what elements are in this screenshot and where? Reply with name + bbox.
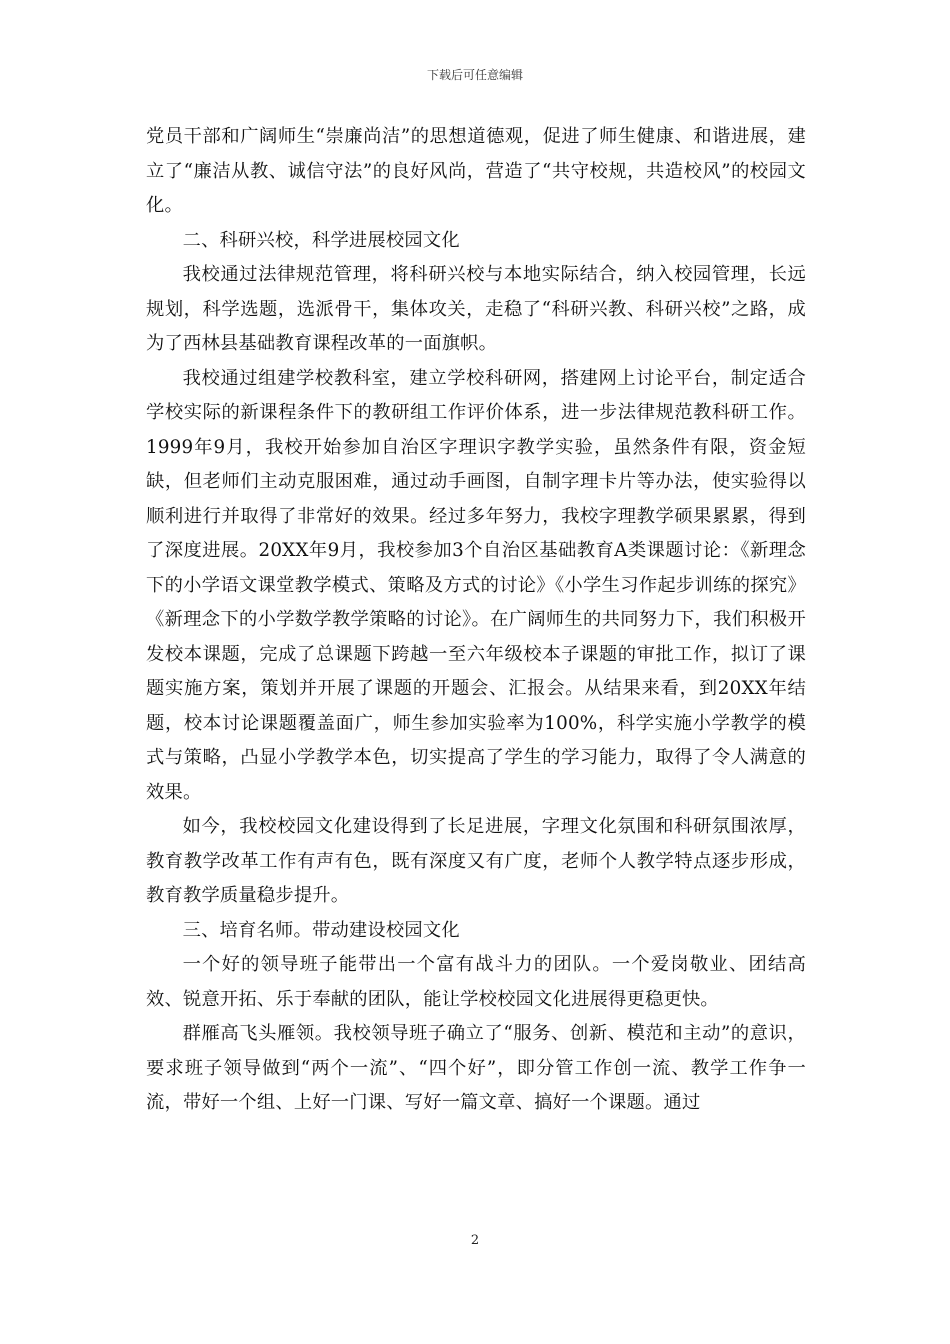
page-number: 2 — [470, 1233, 480, 1248]
section-heading-2: 二、科研兴校，科学进展校园文化 — [182, 229, 460, 251]
paragraph-7: 一个好的领导班子能带出一个富有战斗力的团队。一个爱岗敬业、团结高效、锐意开拓、乐于奉献的团队，能让学校校园文化进展得更稳更快。 — [146, 954, 806, 1010]
paragraph-4: 我校通过组建学校教科室，建立学校科研网，搭建网上讨论平台，制定适合学校实际的新课程条件下的教研组工作评价体系，进一步法律规范教科研工作。1999年9月，我校开始参加自治区字理识字教学实验，虽然条件有限，资金短缺，但老师们主动克服困难，通过动手画图，自制字理卡片等办法，使实验得以顺利进行并取得了非常好的效果。经过多年努力，我校字理教学硕果累累，得到了深度进展。20XX年9月，我校参加3个自治区基础教育A类课题讨论：《新理念下的小学语文课堂教学模式、策略及方式的讨论》《小学生习作起步训练的探究》《新理念下的小学数学教学策略的讨论》。在广阔师生的共同努力下，我们积极开发校本课题，完成了总课题下跨越一至六年级校本子课题的审批工作，拟订了课题实施方案，策划并开展了课题的开题会、汇报会。从结果来看，到20XX年结题，校本讨论课题覆盖面广，师生参加实验率为100%，科学实施小学教学的模式与策略，凸显小学教学本色，切实提高了学生的学习能力，取得了令人满意的效果。 — [146, 367, 806, 803]
document-body — [146, 120, 806, 1121]
section-heading-3: 三、培育名师。带动建设校园文化 — [182, 919, 460, 941]
page-header: 下载后可任意编辑 — [426, 68, 523, 82]
paragraph-8: 群雁高飞头雁领。我校领导班子确立了“服务、创新、模范和主动”的意识，要求班子领导做到“两个一流”、“四个好”，即分管工作创一流、教学工作争一流，带好一个组、上好一门课、写好一篇文章、搞好一个课题。通过 — [146, 1023, 806, 1113]
paragraph-3: 我校通过法律规范管理，将科研兴校与本地实际结合，纳入校园管理，长远规划，科学选题，选派骨干，集体攻关，走稳了“科研兴教、科研兴校”之路，成为了西林县基础教育课程改革的一面旗帜。 — [146, 264, 806, 354]
paragraph-5: 如今，我校校园文化建设得到了长足进展，字理文化氛围和科研氛围浓厚，教育教学改革工作有声有色，既有深度又有广度，老师个人教学特点逐步形成，教育教学质量稳步提升。 — [146, 816, 806, 906]
paragraph-1: 党员干部和广阔师生“崇廉尚洁”的思想道德观，促进了师生健康、和谐进展，建立了“廉洁从教、诚信守法”的良好风尚，营造了“共守校规，共造校风”的校园文化。 — [146, 126, 806, 216]
